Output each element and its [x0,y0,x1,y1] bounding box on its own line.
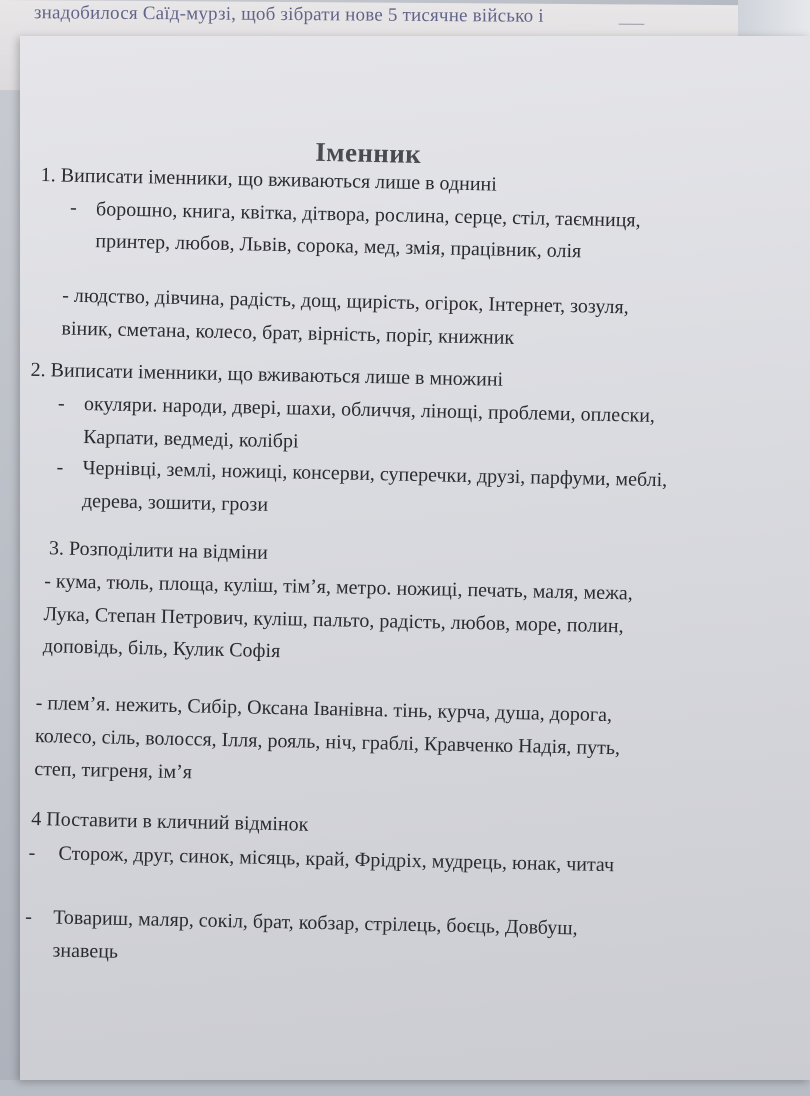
task4-a-line1: Сторож, друг, синок, місяць, край, Фрідріх, мудрець, юнак, читач [58,842,615,877]
background-sheet-mark: ⸺ [617,15,645,33]
task4-dash-a: - [28,841,36,865]
task1-a-line2: принтер, любов, Львів, сорока, мед, змія, працівник, олія [95,230,582,263]
task3-a-line3: доповідь, біль, Кулик Софія [42,635,281,663]
task1-dash-a: - [69,196,77,219]
page-title: Іменник [314,136,422,169]
task2-heading: 2. Виписати іменники, що вживаються лише в множині [30,358,504,391]
worksheet-page [20,36,810,1080]
task3-b-line2: колесо, сіль, волосся, Ілля, рояль, ніч, граблі, Кравченко Надія, путь, [34,725,621,760]
task2-a-line2: Карпати, ведмеді, колібрі [83,425,299,453]
background-sheet-text: знадобилося Саїд-мурзі, щоб зібрати нове 5 тисячне військо і [33,2,544,27]
task2-dash-a: - [57,392,65,415]
task1-a-line1: борошно, книга, квітка, дітвора, рослина, серце, стіл, таємниця, [95,198,641,232]
worksheet-content [0,36,810,1096]
task2-b-line2: дерева, зошити, грози [81,489,269,516]
task2-dash-b: - [56,456,64,479]
task1-b-line1: - людство, дівчина, радість, дощ, щирість, огірок, Інтернет, зозуля, [62,284,629,319]
task4-b-line1: Товариш, маляр, сокіл, брат, кобзар, стрілець, боєць, Довбуш, [52,906,578,940]
task4-b-line2: знавець [52,939,119,963]
task4-dash-b: - [24,905,33,929]
task1-heading: 1. Виписати іменники, що вживаються лише в однині [40,164,498,196]
task3-a-line1: - кума, тюль, площа, куліш, тім’я, метро. ножиці, печать, маля, межа, [44,570,633,605]
task3-b-line1: - плем’я. нежить, Сибір, Оксана Іванівна. тінь, курча, душа, дорога, [35,692,613,727]
task3-b-line3: степ, тигреня, ім’я [34,758,193,784]
task4-heading: 4 Поставити в кличний відмінок [31,807,309,836]
task1-b-line2: віник, сметана, колесо, брат, вірність, поріг, книжник [61,317,515,349]
task3-a-line2: Лука, Степан Петрович, куліш, пальто, радість, любов, море, полин, [43,603,624,638]
task2-a-line1: окуляри. народи, двері, шахи, обличчя, лінощі, проблеми, оплески, [83,392,656,427]
task3-heading: 3. Розподілити на відміни [48,537,269,564]
task2-b-line1: Чернівці, землі, ножиці, консерви, суперечки, друзі, парфуми, меблі, [82,456,668,492]
